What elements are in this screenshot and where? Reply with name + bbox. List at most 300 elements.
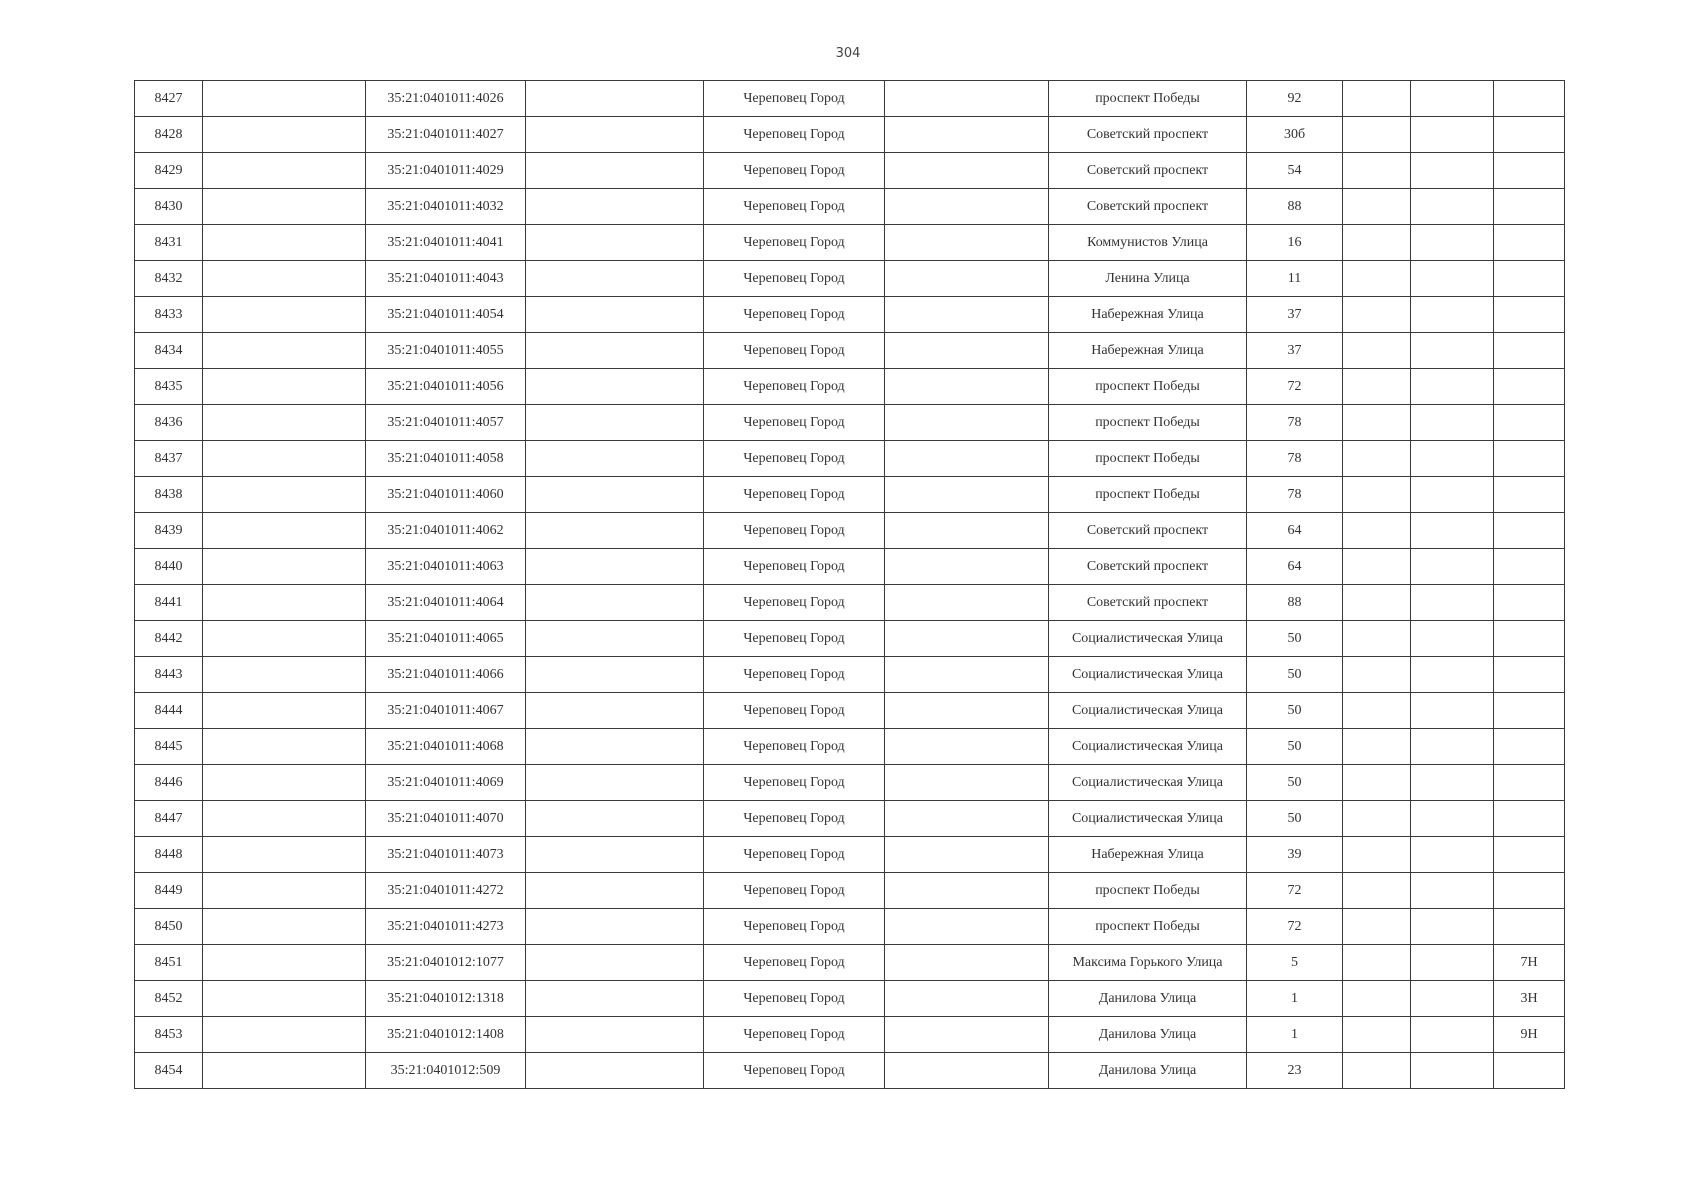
row-number-cell: 8435 (135, 369, 203, 405)
empty-cell (526, 441, 704, 477)
empty-cell (526, 1017, 704, 1053)
empty-cell (885, 945, 1049, 981)
row-number-cell: 8453 (135, 1017, 203, 1053)
empty-cell (203, 945, 366, 981)
premise-number-cell (1494, 549, 1565, 585)
empty-cell (526, 801, 704, 837)
empty-cell (885, 1053, 1049, 1089)
cadastral-number-cell: 35:21:0401011:4032 (366, 189, 526, 225)
empty-cell (1343, 909, 1411, 945)
table-row (135, 693, 1565, 729)
street-cell: Социалистическая Улица (1049, 693, 1247, 729)
empty-cell (885, 405, 1049, 441)
empty-cell (1343, 225, 1411, 261)
empty-cell (1411, 729, 1494, 765)
empty-cell (203, 225, 366, 261)
row-number-cell: 8452 (135, 981, 203, 1017)
empty-cell (885, 513, 1049, 549)
house-number-cell: 64 (1247, 549, 1343, 585)
empty-cell (885, 981, 1049, 1017)
row-number-cell: 8451 (135, 945, 203, 981)
premise-number-cell (1494, 621, 1565, 657)
city-cell: Череповец Город (704, 585, 885, 621)
cadastral-number-cell: 35:21:0401011:4066 (366, 657, 526, 693)
empty-cell (526, 513, 704, 549)
empty-cell (203, 81, 366, 117)
premise-number-cell (1494, 225, 1565, 261)
cadastral-number-cell: 35:21:0401011:4073 (366, 837, 526, 873)
house-number-cell: 50 (1247, 657, 1343, 693)
city-cell: Череповец Город (704, 1053, 885, 1089)
city-cell: Череповец Город (704, 837, 885, 873)
empty-cell (526, 729, 704, 765)
empty-cell (203, 729, 366, 765)
table-row (135, 153, 1565, 189)
premise-number-cell: 7Н (1494, 945, 1565, 981)
city-cell: Череповец Город (704, 801, 885, 837)
empty-cell (1411, 369, 1494, 405)
row-number-cell: 8447 (135, 801, 203, 837)
table-row (135, 549, 1565, 585)
street-cell: Социалистическая Улица (1049, 765, 1247, 801)
table-row (135, 1053, 1565, 1089)
empty-cell (1411, 81, 1494, 117)
empty-cell (203, 873, 366, 909)
empty-cell (526, 1053, 704, 1089)
premise-number-cell (1494, 333, 1565, 369)
empty-cell (526, 261, 704, 297)
table-row (135, 441, 1565, 477)
empty-cell (203, 549, 366, 585)
premise-number-cell (1494, 477, 1565, 513)
street-cell: Советский проспект (1049, 153, 1247, 189)
empty-cell (526, 765, 704, 801)
empty-cell (885, 153, 1049, 189)
street-cell: Советский проспект (1049, 189, 1247, 225)
empty-cell (203, 801, 366, 837)
cadastral-number-cell: 35:21:0401011:4062 (366, 513, 526, 549)
empty-cell (885, 117, 1049, 153)
empty-cell (885, 333, 1049, 369)
row-number-cell: 8429 (135, 153, 203, 189)
empty-cell (1411, 873, 1494, 909)
premise-number-cell (1494, 261, 1565, 297)
premise-number-cell: 9Н (1494, 1017, 1565, 1053)
table-row (135, 1017, 1565, 1053)
street-cell: Ленина Улица (1049, 261, 1247, 297)
cadastral-number-cell: 35:21:0401011:4069 (366, 765, 526, 801)
page-number: 304 (835, 46, 861, 61)
cadastral-number-cell: 35:21:0401011:4060 (366, 477, 526, 513)
city-cell: Череповец Город (704, 477, 885, 513)
row-number-cell: 8443 (135, 657, 203, 693)
row-number-cell: 8430 (135, 189, 203, 225)
street-cell: Набережная Улица (1049, 837, 1247, 873)
empty-cell (1343, 549, 1411, 585)
premise-number-cell (1494, 297, 1565, 333)
empty-cell (203, 477, 366, 513)
cadastral-number-cell: 35:21:0401011:4055 (366, 333, 526, 369)
table-row (135, 261, 1565, 297)
street-cell: Социалистическая Улица (1049, 801, 1247, 837)
street-cell: Советский проспект (1049, 549, 1247, 585)
city-cell: Череповец Город (704, 981, 885, 1017)
street-cell: Коммунистов Улица (1049, 225, 1247, 261)
empty-cell (526, 873, 704, 909)
table-row (135, 801, 1565, 837)
empty-cell (1411, 981, 1494, 1017)
empty-cell (1411, 189, 1494, 225)
street-cell: проспект Победы (1049, 81, 1247, 117)
empty-cell (203, 981, 366, 1017)
row-number-cell: 8446 (135, 765, 203, 801)
empty-cell (203, 621, 366, 657)
premise-number-cell (1494, 909, 1565, 945)
house-number-cell: 16 (1247, 225, 1343, 261)
empty-cell (885, 189, 1049, 225)
table-row (135, 873, 1565, 909)
table-row (135, 657, 1565, 693)
premise-number-cell (1494, 693, 1565, 729)
empty-cell (885, 297, 1049, 333)
street-cell: Социалистическая Улица (1049, 621, 1247, 657)
empty-cell (1343, 693, 1411, 729)
empty-cell (203, 837, 366, 873)
house-number-cell: 11 (1247, 261, 1343, 297)
empty-cell (203, 405, 366, 441)
empty-cell (203, 909, 366, 945)
premise-number-cell (1494, 873, 1565, 909)
house-number-cell: 92 (1247, 81, 1343, 117)
street-cell: Данилова Улица (1049, 1053, 1247, 1089)
premise-number-cell: 3Н (1494, 981, 1565, 1017)
empty-cell (1343, 1017, 1411, 1053)
empty-cell (526, 333, 704, 369)
street-cell: Максима Горького Улица (1049, 945, 1247, 981)
house-number-cell: 78 (1247, 477, 1343, 513)
empty-cell (1411, 297, 1494, 333)
empty-cell (1343, 945, 1411, 981)
street-cell: проспект Победы (1049, 441, 1247, 477)
cadastral-number-cell: 35:21:0401011:4064 (366, 585, 526, 621)
house-number-cell: 64 (1247, 513, 1343, 549)
row-number-cell: 8450 (135, 909, 203, 945)
house-number-cell: 78 (1247, 441, 1343, 477)
cadastral-number-cell: 35:21:0401011:4070 (366, 801, 526, 837)
empty-cell (1343, 513, 1411, 549)
cadastral-number-cell: 35:21:0401011:4056 (366, 369, 526, 405)
street-cell: проспект Победы (1049, 369, 1247, 405)
premise-number-cell (1494, 81, 1565, 117)
empty-cell (1343, 261, 1411, 297)
city-cell: Череповец Город (704, 81, 885, 117)
empty-cell (526, 405, 704, 441)
cadastral-number-cell: 35:21:0401012:1077 (366, 945, 526, 981)
empty-cell (1411, 1017, 1494, 1053)
city-cell: Череповец Город (704, 549, 885, 585)
house-number-cell: 50 (1247, 729, 1343, 765)
table-row (135, 117, 1565, 153)
row-number-cell: 8448 (135, 837, 203, 873)
premise-number-cell (1494, 837, 1565, 873)
row-number-cell: 8440 (135, 549, 203, 585)
empty-cell (203, 333, 366, 369)
house-number-cell: 50 (1247, 621, 1343, 657)
table-row (135, 585, 1565, 621)
table-row (135, 369, 1565, 405)
row-number-cell: 8427 (135, 81, 203, 117)
city-cell: Череповец Город (704, 405, 885, 441)
empty-cell (885, 441, 1049, 477)
premise-number-cell (1494, 441, 1565, 477)
city-cell: Череповец Город (704, 621, 885, 657)
empty-cell (885, 801, 1049, 837)
empty-cell (885, 1017, 1049, 1053)
empty-cell (1343, 81, 1411, 117)
table-row (135, 81, 1565, 117)
empty-cell (1411, 693, 1494, 729)
empty-cell (1343, 297, 1411, 333)
empty-cell (1343, 369, 1411, 405)
row-number-cell: 8442 (135, 621, 203, 657)
empty-cell (203, 765, 366, 801)
empty-cell (885, 873, 1049, 909)
empty-cell (203, 369, 366, 405)
empty-cell (1343, 333, 1411, 369)
empty-cell (885, 477, 1049, 513)
empty-cell (526, 225, 704, 261)
empty-cell (526, 657, 704, 693)
cadastral-number-cell: 35:21:0401011:4272 (366, 873, 526, 909)
empty-cell (1343, 405, 1411, 441)
house-number-cell: 5 (1247, 945, 1343, 981)
house-number-cell: 50 (1247, 801, 1343, 837)
row-number-cell: 8445 (135, 729, 203, 765)
row-number-cell: 8439 (135, 513, 203, 549)
empty-cell (1343, 981, 1411, 1017)
cadastral-number-cell: 35:21:0401011:4029 (366, 153, 526, 189)
empty-cell (203, 297, 366, 333)
table-row (135, 333, 1565, 369)
empty-cell (203, 117, 366, 153)
city-cell: Череповец Город (704, 909, 885, 945)
city-cell: Череповец Город (704, 333, 885, 369)
empty-cell (1343, 189, 1411, 225)
city-cell: Череповец Город (704, 189, 885, 225)
empty-cell (526, 189, 704, 225)
cadastral-number-cell: 35:21:0401012:1318 (366, 981, 526, 1017)
house-number-cell: 1 (1247, 981, 1343, 1017)
cadastral-number-cell: 35:21:0401012:1408 (366, 1017, 526, 1053)
empty-cell (1411, 837, 1494, 873)
empty-cell (1343, 801, 1411, 837)
city-cell: Череповец Город (704, 225, 885, 261)
empty-cell (885, 693, 1049, 729)
city-cell: Череповец Город (704, 945, 885, 981)
table-row (135, 729, 1565, 765)
premise-number-cell (1494, 1053, 1565, 1089)
table-row (135, 189, 1565, 225)
city-cell: Череповец Город (704, 513, 885, 549)
empty-cell (203, 153, 366, 189)
street-cell: Данилова Улица (1049, 1017, 1247, 1053)
empty-cell (1411, 657, 1494, 693)
empty-cell (526, 945, 704, 981)
street-cell: Набережная Улица (1049, 333, 1247, 369)
cadastral-number-cell: 35:21:0401011:4054 (366, 297, 526, 333)
table-row (135, 225, 1565, 261)
premise-number-cell (1494, 765, 1565, 801)
empty-cell (885, 765, 1049, 801)
empty-cell (526, 585, 704, 621)
row-number-cell: 8444 (135, 693, 203, 729)
empty-cell (1411, 333, 1494, 369)
empty-cell (1343, 621, 1411, 657)
row-number-cell: 8441 (135, 585, 203, 621)
empty-cell (885, 225, 1049, 261)
empty-cell (203, 441, 366, 477)
empty-cell (1343, 117, 1411, 153)
street-cell: Советский проспект (1049, 513, 1247, 549)
empty-cell (526, 81, 704, 117)
table-row (135, 405, 1565, 441)
empty-cell (526, 549, 704, 585)
house-number-cell: 37 (1247, 297, 1343, 333)
premise-number-cell (1494, 117, 1565, 153)
table-row (135, 513, 1565, 549)
row-number-cell: 8437 (135, 441, 203, 477)
premise-number-cell (1494, 405, 1565, 441)
empty-cell (1411, 513, 1494, 549)
table-row (135, 621, 1565, 657)
city-cell: Череповец Город (704, 261, 885, 297)
empty-cell (1343, 1053, 1411, 1089)
empty-cell (1411, 117, 1494, 153)
empty-cell (526, 909, 704, 945)
premise-number-cell (1494, 729, 1565, 765)
row-number-cell: 8438 (135, 477, 203, 513)
empty-cell (203, 657, 366, 693)
empty-cell (885, 657, 1049, 693)
empty-cell (526, 621, 704, 657)
empty-cell (1343, 585, 1411, 621)
house-number-cell: 54 (1247, 153, 1343, 189)
street-cell: проспект Победы (1049, 909, 1247, 945)
row-number-cell: 8431 (135, 225, 203, 261)
table-row (135, 837, 1565, 873)
empty-cell (885, 549, 1049, 585)
empty-cell (203, 693, 366, 729)
cadastral-number-cell: 35:21:0401011:4043 (366, 261, 526, 297)
empty-cell (885, 369, 1049, 405)
empty-cell (1411, 153, 1494, 189)
house-number-cell: 72 (1247, 873, 1343, 909)
premise-number-cell (1494, 585, 1565, 621)
row-number-cell: 8434 (135, 333, 203, 369)
city-cell: Череповец Город (704, 1017, 885, 1053)
empty-cell (203, 513, 366, 549)
empty-cell (203, 261, 366, 297)
empty-cell (526, 117, 704, 153)
cadastral-number-cell: 35:21:0401011:4273 (366, 909, 526, 945)
city-cell: Череповец Город (704, 441, 885, 477)
table-row (135, 981, 1565, 1017)
city-cell: Череповец Город (704, 765, 885, 801)
empty-cell (1411, 945, 1494, 981)
empty-cell (1343, 873, 1411, 909)
empty-cell (1343, 729, 1411, 765)
empty-cell (1411, 585, 1494, 621)
row-number-cell: 8433 (135, 297, 203, 333)
empty-cell (1343, 765, 1411, 801)
city-cell: Череповец Город (704, 693, 885, 729)
empty-cell (526, 693, 704, 729)
premise-number-cell (1494, 657, 1565, 693)
street-cell: Данилова Улица (1049, 981, 1247, 1017)
empty-cell (885, 729, 1049, 765)
house-number-cell: 23 (1247, 1053, 1343, 1089)
city-cell: Череповец Город (704, 297, 885, 333)
empty-cell (1411, 261, 1494, 297)
street-cell: Советский проспект (1049, 117, 1247, 153)
empty-cell (1411, 909, 1494, 945)
empty-cell (526, 153, 704, 189)
empty-cell (1411, 477, 1494, 513)
empty-cell (885, 585, 1049, 621)
street-cell: проспект Победы (1049, 477, 1247, 513)
house-number-cell: 1 (1247, 1017, 1343, 1053)
street-cell: проспект Победы (1049, 405, 1247, 441)
empty-cell (526, 981, 704, 1017)
empty-cell (1411, 1053, 1494, 1089)
house-number-cell: 88 (1247, 189, 1343, 225)
row-number-cell: 8428 (135, 117, 203, 153)
cadastral-number-cell: 35:21:0401011:4026 (366, 81, 526, 117)
city-cell: Череповец Город (704, 369, 885, 405)
table-row (135, 477, 1565, 513)
house-number-cell: 50 (1247, 765, 1343, 801)
house-number-cell: 72 (1247, 909, 1343, 945)
empty-cell (1343, 153, 1411, 189)
city-cell: Череповец Город (704, 117, 885, 153)
house-number-cell: 30б (1247, 117, 1343, 153)
cadastral-number-cell: 35:21:0401011:4065 (366, 621, 526, 657)
premise-number-cell (1494, 801, 1565, 837)
city-cell: Череповец Город (704, 153, 885, 189)
street-cell: Социалистическая Улица (1049, 729, 1247, 765)
cadastral-number-cell: 35:21:0401011:4063 (366, 549, 526, 585)
empty-cell (203, 189, 366, 225)
city-cell: Череповец Город (704, 729, 885, 765)
street-cell: Набережная Улица (1049, 297, 1247, 333)
house-number-cell: 39 (1247, 837, 1343, 873)
table-row (135, 945, 1565, 981)
cadastral-number-cell: 35:21:0401011:4057 (366, 405, 526, 441)
empty-cell (203, 585, 366, 621)
premise-number-cell (1494, 189, 1565, 225)
row-number-cell: 8432 (135, 261, 203, 297)
empty-cell (203, 1017, 366, 1053)
empty-cell (526, 297, 704, 333)
cadastral-number-cell: 35:21:0401011:4041 (366, 225, 526, 261)
row-number-cell: 8449 (135, 873, 203, 909)
empty-cell (1343, 657, 1411, 693)
house-number-cell: 72 (1247, 369, 1343, 405)
empty-cell (885, 909, 1049, 945)
house-number-cell: 88 (1247, 585, 1343, 621)
city-cell: Череповец Город (704, 657, 885, 693)
premise-number-cell (1494, 153, 1565, 189)
